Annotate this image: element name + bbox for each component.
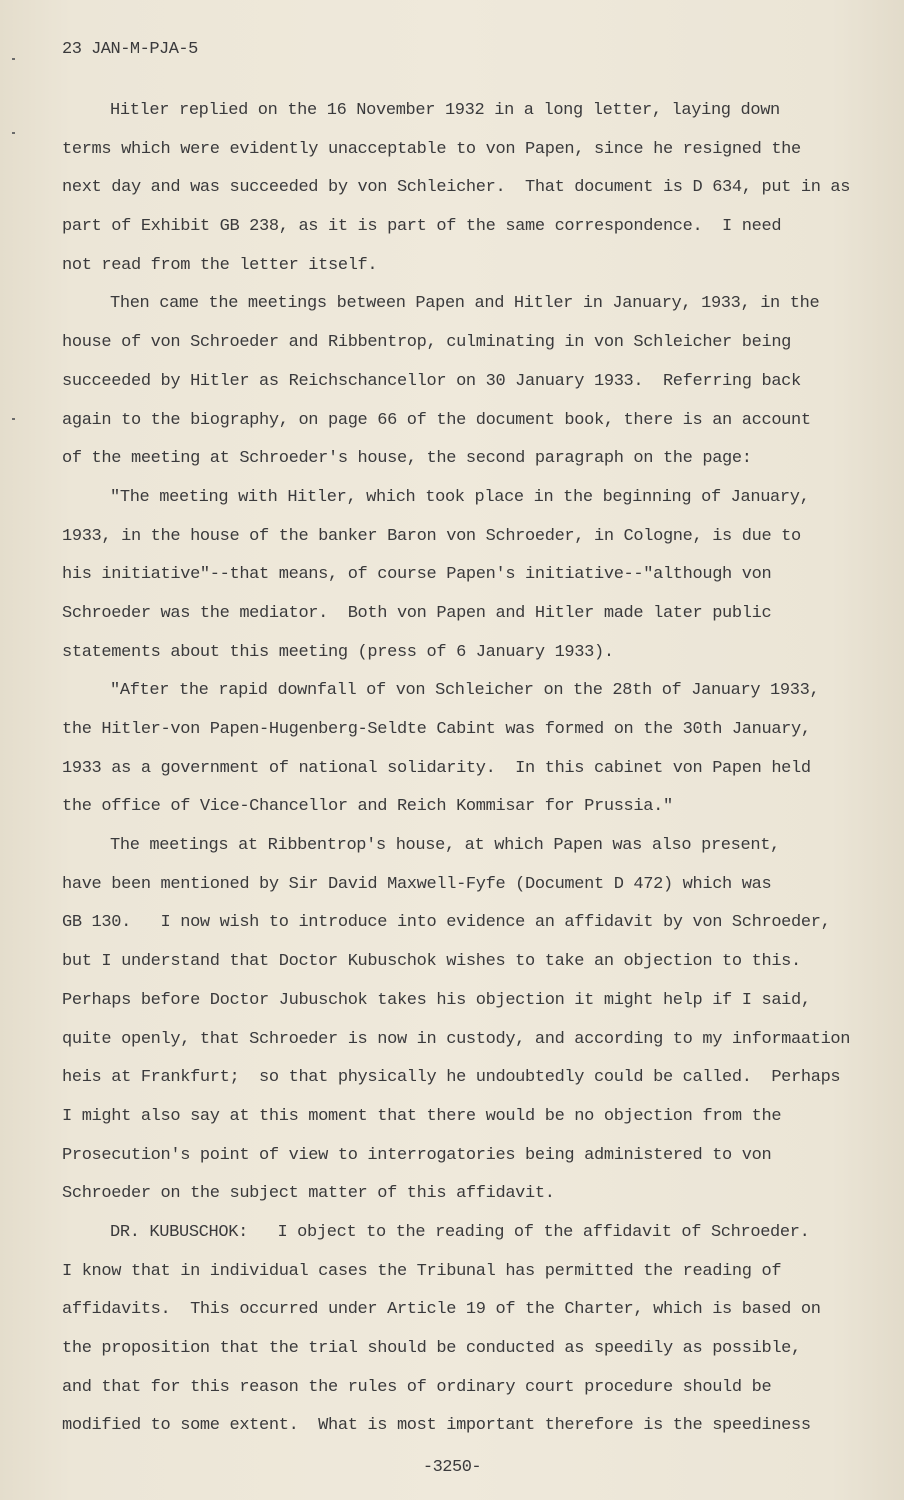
text-line: the office of Vice-Chancellor and Reich Kommisar for Prussia." xyxy=(62,797,673,817)
text-line: I might also say at this moment that there would be no objection from the xyxy=(62,1106,782,1126)
text-line: part of Exhibit GB 238, as it is part of the same correspondence. I need xyxy=(62,217,782,237)
text-line: of the meeting at Schroeder's house, the second paragraph on the page: xyxy=(62,449,752,469)
text-line: house of von Schroeder and Ribbentrop, culminating in von Schleicher being xyxy=(62,333,792,353)
text-line: not read from the letter itself. xyxy=(62,255,378,275)
text-line: Perhaps before Doctor Jubuschok takes his objection it might help if I said, xyxy=(62,990,811,1010)
text-line: Schroeder was the mediator. Both von Papen and Hitler made later public xyxy=(62,603,772,623)
text-line: but I understand that Doctor Kubuschok wishes to take an objection to this. xyxy=(62,952,801,972)
text-line: statements about this meeting (press of 6 January 1933). xyxy=(62,642,614,662)
text-line: I know that in individual cases the Tribunal has permitted the reading of xyxy=(62,1261,782,1281)
text-line: terms which were evidently unacceptable to von Papen, since he resigned the xyxy=(62,139,801,159)
text-line: The meetings at Ribbentrop's house, at which Papen was also present, xyxy=(110,836,780,856)
page-number: -3250- xyxy=(422,1458,482,1477)
text-line: Hitler replied on the 16 November 1932 in a long letter, laying down xyxy=(110,101,780,120)
page-header: 23 JAN-M-PJA-5 xyxy=(62,40,198,59)
text-line: "The meeting with Hitler, which took place in the beginning of January, xyxy=(110,487,810,507)
text-line: have been mentioned by Sir David Maxwell-Fyfe (Document D 472) which was xyxy=(62,874,772,894)
text-line: heis at Frankfurt; so that physically he undoubtedly could be called. Perhaps xyxy=(62,1068,841,1088)
text-line: the proposition that the trial should be conducted as speedily as possible, xyxy=(62,1339,801,1358)
text-line: "After the rapid downfall of von Schleicher on the 28th of January 1933, xyxy=(110,681,820,701)
margin-mark xyxy=(12,58,15,60)
text-line: 1933 as a government of national solidarity. In this cabinet von Papen held xyxy=(62,758,811,778)
text-line: Then came the meetings between Papen and Hitler in January, 1933, in the xyxy=(110,294,820,314)
text-line: succeeded by Hitler as Reichschancellor on 30 January 1933. Referring back xyxy=(62,371,801,391)
margin-mark xyxy=(12,132,15,134)
document-body xyxy=(62,92,851,1446)
text-line: the Hitler-von Papen-Hugenberg-Seldte Cabint was formed on the 30th January, xyxy=(62,720,811,739)
text-line: GB 130. I now wish to introduce into evidence an affidavit by von Schroeder, xyxy=(62,913,831,933)
margin-mark xyxy=(12,418,15,420)
text-line: Schroeder on the subject matter of this affidavit. xyxy=(62,1184,555,1204)
text-line: and that for this reason the rules of ordinary court procedure should be xyxy=(62,1377,772,1397)
text-line: Prosecution's point of view to interrogatories being administered to von xyxy=(62,1145,772,1165)
text-line: quite openly, that Schroeder is now in custody, and according to my informaation xyxy=(62,1029,851,1049)
text-line: 1933, in the house of the banker Baron von Schroeder, in Cologne, is due to xyxy=(62,526,801,546)
text-line: next day and was succeeded by von Schleicher. That document is D 634, put in as xyxy=(62,178,851,198)
text-line: DR. KUBUSCHOK: I object to the reading of the affidavit of Schroeder. xyxy=(110,1222,810,1242)
text-line: modified to some extent. What is most important therefore is the speediness xyxy=(62,1416,811,1436)
text-line: his initiative"--that means, of course Papen's initiative--"although von xyxy=(62,565,772,585)
text-line: affidavits. This occurred under Article 19 of the Charter, which is based on xyxy=(62,1300,821,1320)
text-line: again to the biography, on page 66 of the document book, there is an account xyxy=(62,410,811,430)
